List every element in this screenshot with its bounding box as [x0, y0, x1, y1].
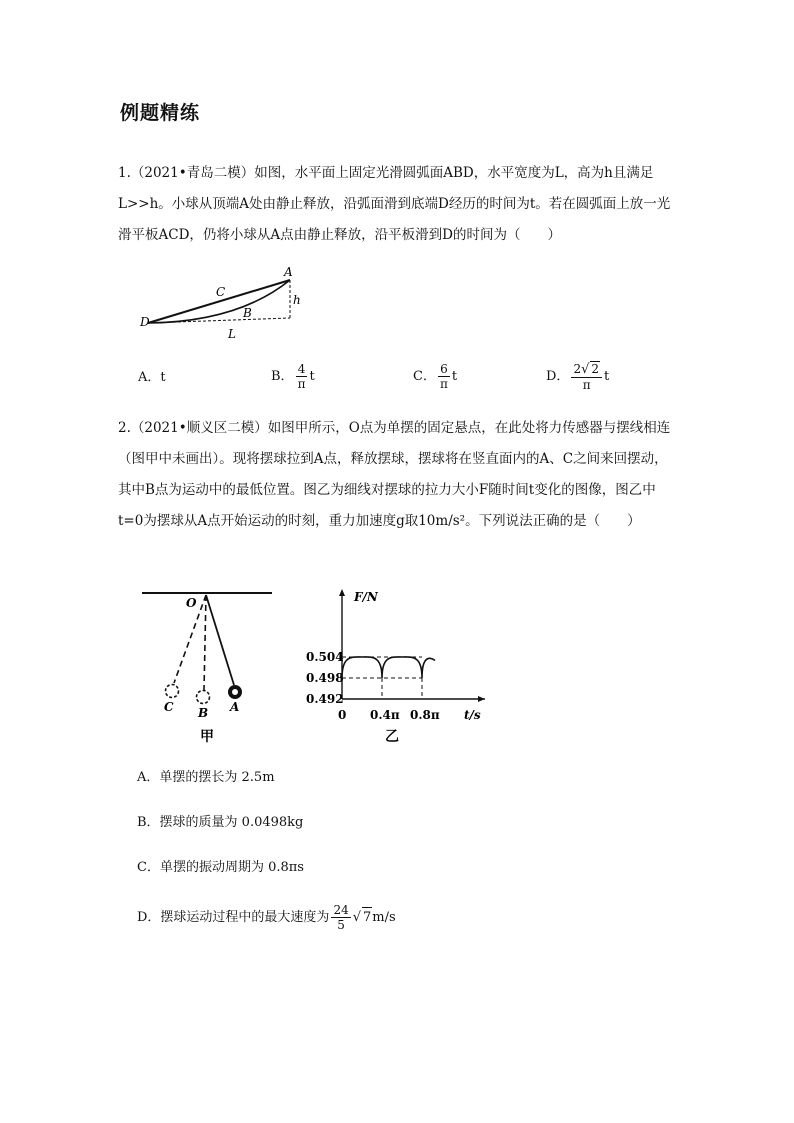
q2-option-a[interactable]: A．单摆的摆长为 2.5m: [137, 770, 275, 785]
y-tick-label: 0.492: [306, 692, 344, 706]
caption-jia: 甲: [200, 729, 214, 745]
y-tick-label: 0.498: [306, 671, 344, 685]
x-tick-label: 0.4π: [370, 708, 400, 722]
q2-option-d[interactable]: D．摆球运动过程中的最大速度为 $\frac{24}{5}$ √ 7 m/s: [137, 903, 396, 932]
label-L: L: [228, 327, 236, 341]
page-title: 例题精练: [120, 102, 201, 124]
x-axis-arrow: [478, 696, 485, 702]
ball-c: [166, 685, 179, 698]
ball-a-highlight: [232, 689, 238, 695]
fraction: $\frac{24}{5}$: [333, 903, 349, 932]
ball-b: [197, 691, 210, 704]
fraction: $\frac{4}{\pi}$: [297, 362, 306, 391]
q1-option-a[interactable]: A． t: [138, 370, 166, 385]
question-1-text: 1.（2021•青岛二模）如图，水平面上固定光滑圆弧面ABD，水平宽度为L，高为h且满足L>>h。小球从顶端A处由静止释放，沿弧面滑到底端D经历的时间为t。若在圆弧面上放一光滑平板ACD，仍将小球从A点由静止释放，沿平板滑到D的时间为（ ）: [118, 165, 671, 243]
label-C: C: [164, 700, 174, 714]
q1-option-c[interactable]: C． $\frac{6}{\pi}$ t: [413, 362, 458, 391]
q2-option-c[interactable]: C．单摆的振动周期为 0.8πs: [137, 860, 304, 875]
label-O: O: [186, 596, 197, 610]
y-axis-arrow: [339, 589, 345, 596]
q1-option-d[interactable]: D． $\frac{2√ 2}{\pi}$ t: [546, 362, 610, 392]
q2-figure-yi-chart: [300, 585, 500, 745]
origin-label: 0: [338, 708, 347, 722]
label-h: h: [293, 293, 301, 307]
label-A: A: [230, 700, 240, 714]
label-D: D: [140, 315, 150, 329]
q1-figure: [138, 262, 308, 342]
force-series-line: [342, 657, 435, 678]
label-B: B: [243, 306, 252, 320]
q2-option-b[interactable]: B．摆球的质量为 0.0498kg: [137, 815, 304, 830]
q1-option-b[interactable]: B． $\frac{4}{\pi}$ t: [271, 362, 315, 391]
y-axis-label: F/N: [354, 590, 378, 604]
width-dashed-line: [148, 318, 290, 323]
x-axis-label: t/s: [464, 708, 481, 722]
string-b: [204, 595, 206, 690]
y-tick-label: 0.504: [306, 650, 344, 664]
label-C: C: [216, 285, 226, 299]
string-a: [206, 595, 234, 685]
label-A: A: [284, 265, 293, 279]
x-tick-label: 0.8π: [410, 708, 440, 722]
caption-yi: 乙: [385, 729, 399, 745]
fraction: $\frac{6}{\pi}$: [439, 362, 448, 391]
fraction: $\frac{2√ 2}{\pi}$: [571, 362, 602, 392]
q2-figure-jia: [140, 585, 275, 745]
label-B: B: [198, 706, 209, 720]
question-2-text: 2.（2021•顺义区二模）如图甲所示，O点为单摆的固定悬点，在此处将力传感器与摆线相连（图甲中未画出）。现将摆球拉到A点，释放摆球，摆球将在竖直面内的A、C之间来回摆动，其中B点为运动中的最低位置。图乙为细线对摆球的拉力大小F随时间t变化的图像，图乙中t=0为摆球从A点开始运动的时刻，重力加速度g取10m/s²。下列说法正确的是（ ）: [118, 420, 671, 529]
